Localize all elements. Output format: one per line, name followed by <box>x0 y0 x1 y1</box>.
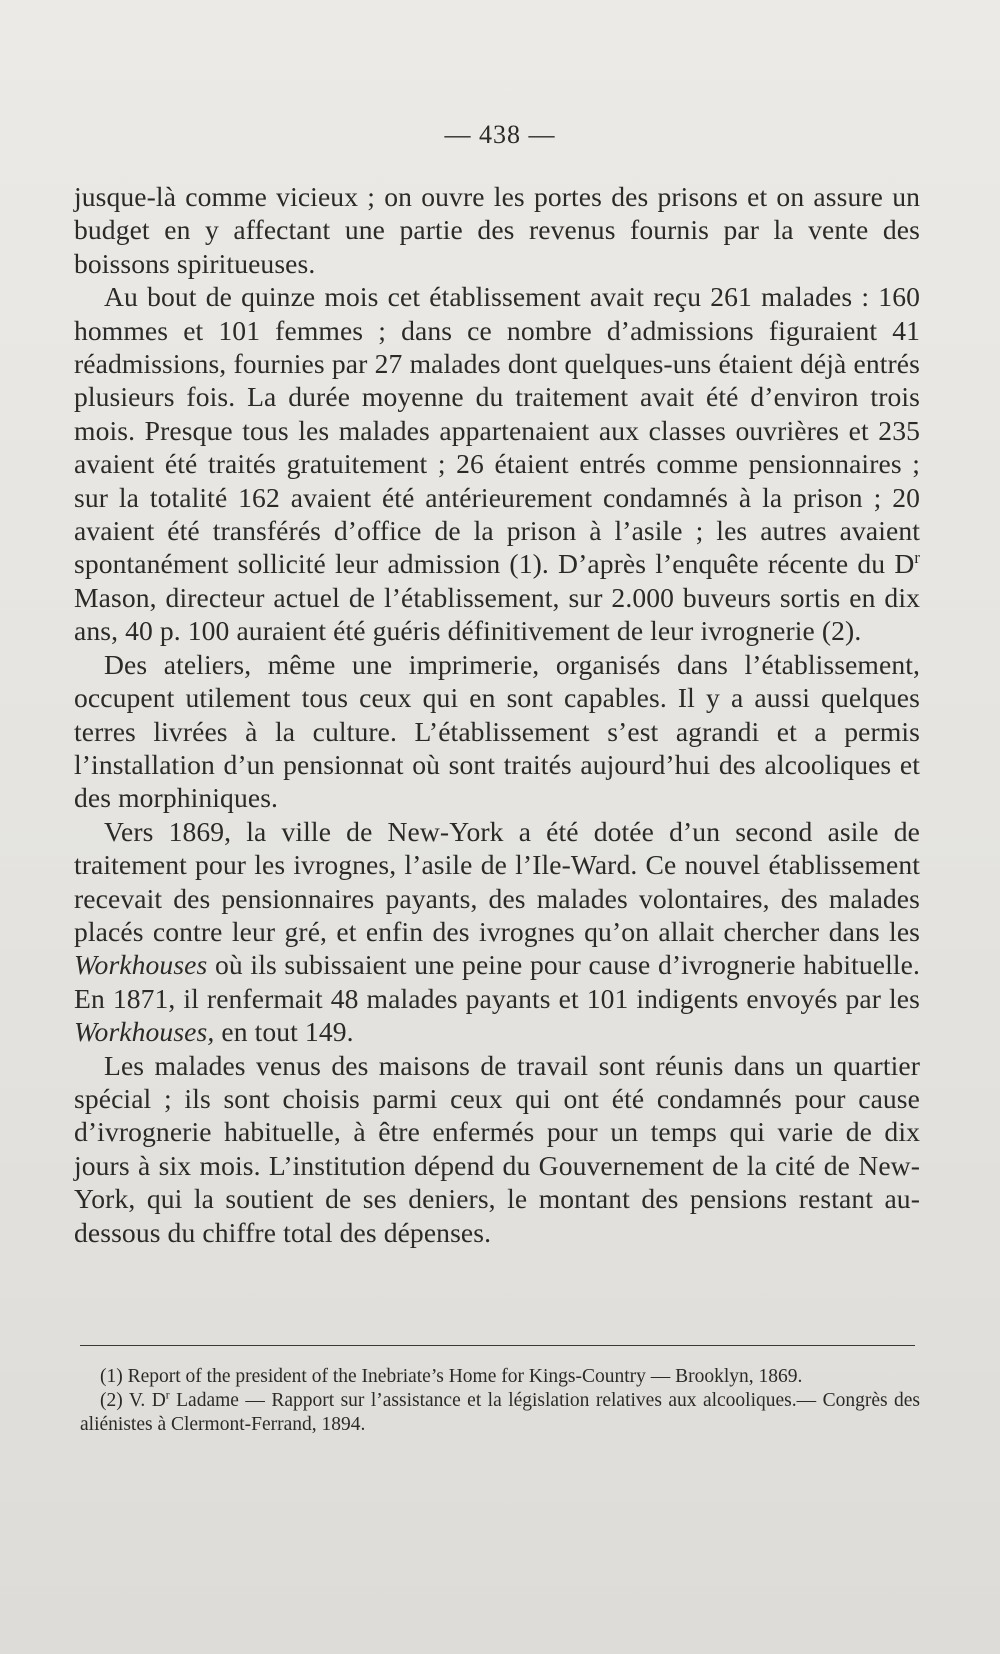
paragraph-ile-ward <box>74 815 920 1049</box>
italic-term: Workhouses, <box>74 1016 215 1048</box>
footnotes <box>80 1365 920 1437</box>
footnote-1: (1) Report of the president of the Inebriate’s Home for Kings-Country — Brooklyn, 1869. <box>100 1366 803 1387</box>
paragraph-text: Vers 1869, la ville de New-York a été dotée d’un second asile de traitement pour les ivrognes, l’asile de l’Ile-Ward. Ce nouvel établissement recevait des pensionnaires payants, des malades volontaires, des malades placés contre leur gré, et enfin des ivrognes qu’on allait chercher dans les <box>74 815 920 947</box>
footnote-2 <box>80 1389 920 1437</box>
footnote-divider <box>80 1345 915 1346</box>
body-text <box>74 180 920 1249</box>
paragraph-text: en tout 149. <box>214 1016 354 1048</box>
footnote-text: Ladame — Rapport sur l’assistance et la législation relatives aux alcooliques.— Congrès des aliénistes à Clermont-Ferrand, 1894. <box>80 1390 920 1435</box>
page-number: — 438 — <box>444 120 556 149</box>
footnote-text: (2) V. D <box>100 1390 166 1411</box>
paragraph-statistics <box>74 280 920 647</box>
paragraph-special-quarter: Les malades venus des maisons de travail sont réunis dans un quartier spécial ; ils sont choisis parmi ceux qui ont été condamnés pour cause d’ivrognerie habituelle, à être enfermés pour un temps qui varie de dix jours à six mois. L’institution dépend du Gouvernement de la cité de New-York, qui la soutient de ses deniers, le montant des pensions restant au-dessous du chiffre total des dépenses. <box>74 1049 920 1248</box>
superscript: r <box>165 1388 170 1402</box>
paragraph-text: où ils subissaient une peine pour cause d’ivrognerie habituelle. En 1871, il renfermait 48 malades payants et 101 indigents envoyés par les <box>74 949 920 1014</box>
paragraph-workshops: Des ateliers, même une imprimerie, organisés dans l’établissement, occupent utilement tous ceux qui en sont capables. Il y a aussi quelques terres livrées à la culture. L’établissement s’est agrandi et a permis l’installation d’un pensionnat où sont traités aujourd’hui des alcooliques et des morphiniques. <box>74 648 920 814</box>
paragraph-continuation: jusque-là comme vicieux ; on ouvre les portes des prisons et on assure un budget en y affectant une partie des revenus fournis par la vente des boissons spiritueuses. <box>74 181 920 279</box>
superscript: r <box>914 548 920 568</box>
paragraph-text: Au bout de quinze mois cet établissement avait reçu 261 malades : 160 hommes et 101 femmes ; dans ce nombre d’admissions figuraient 41 réadmissions, fournies par 27 malades dont quelques-uns étaient déjà entrés plusieurs fois. La durée moyenne du traitement avait été d’environ trois mois. Presque tous les malades appartenaient aux classes ouvrières et 235 avaient été traités gratuitement ; 26 étaient entrés comme pensionnaires ; sur la totalité 162 avaient été antérieurement condamnés à la prison ; 20 avaient été transférés d’office de la prison à l’asile ; les autres avaient spontanément sollicité leur admission (1). D’après l’enquête récente du D <box>74 281 920 580</box>
italic-term: Workhouses <box>74 949 208 981</box>
paragraph-text: Mason, directeur actuel de l’établissement, sur 2.000 buveurs sortis en dix ans, 40 p. 100 auraient été guéris définitivement de leur ivrognerie (2). <box>74 581 920 647</box>
